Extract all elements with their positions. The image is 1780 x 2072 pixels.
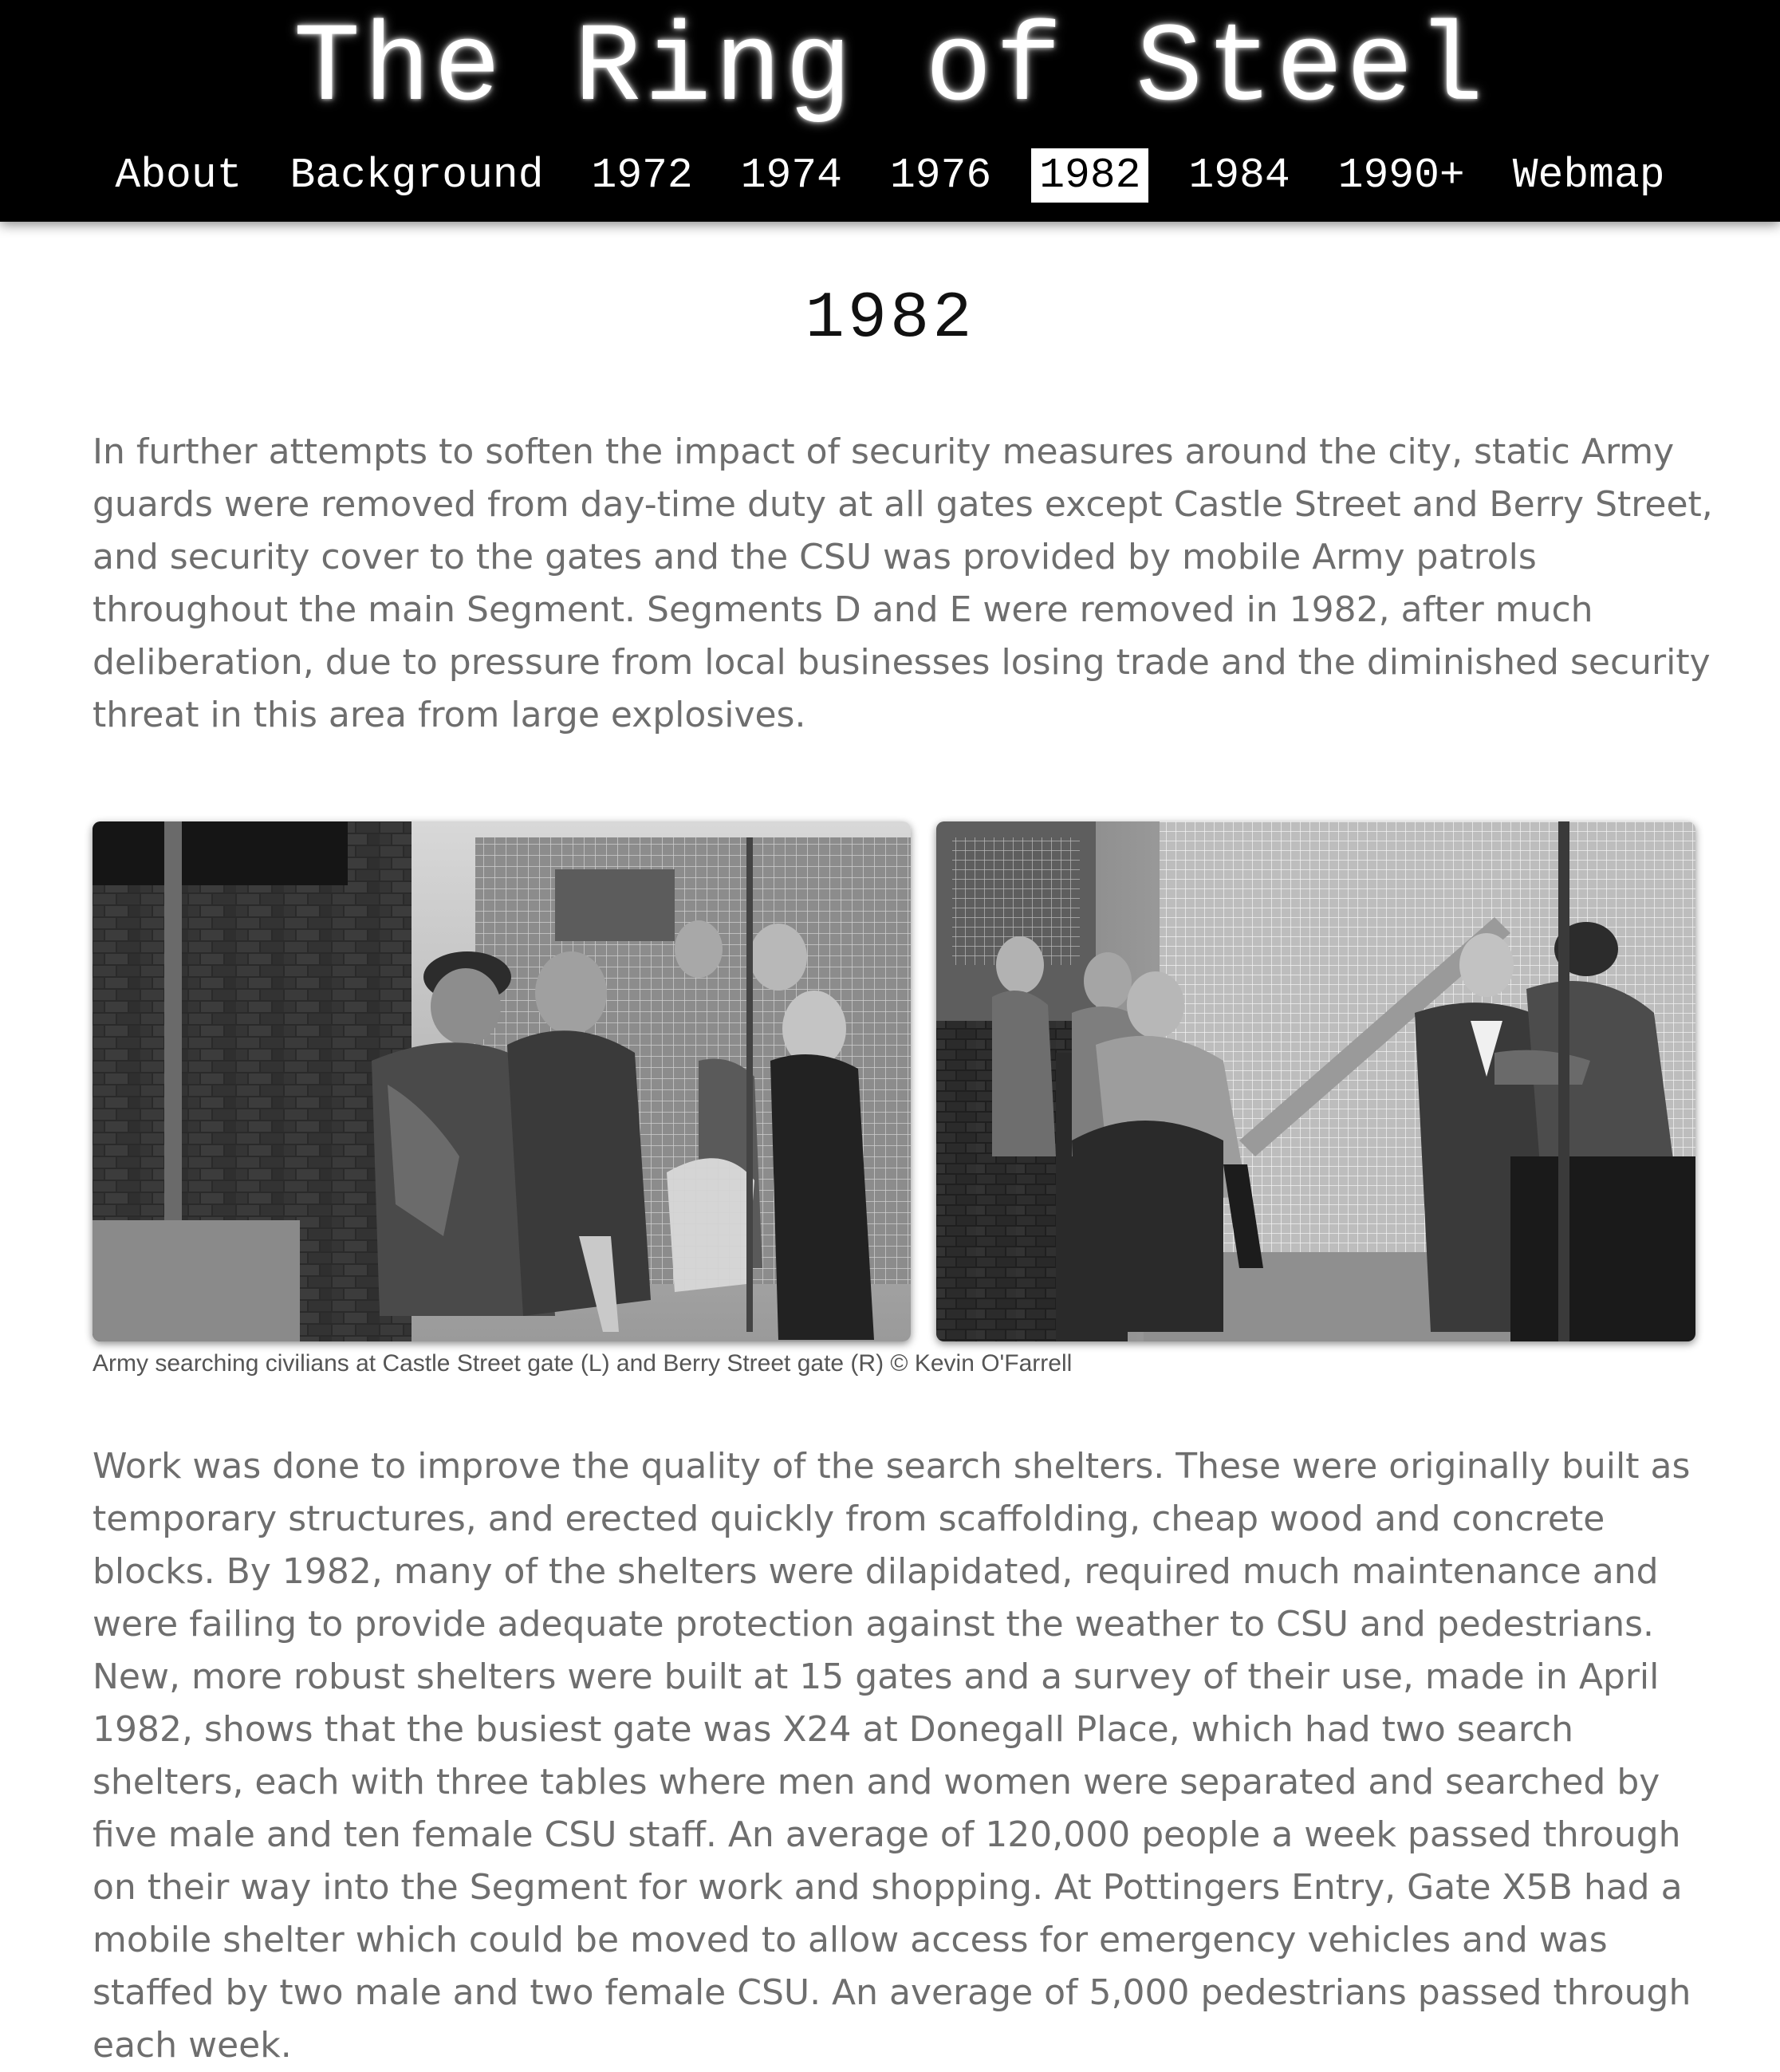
nav-1974[interactable]: 1974 — [740, 152, 842, 199]
page-heading: 1982 — [805, 282, 975, 356]
nav-about[interactable]: About — [115, 152, 242, 199]
nav-webmap[interactable]: Webmap — [1512, 152, 1665, 199]
berry-street-gate-photo — [936, 821, 1695, 1341]
castle-street-gate-image — [93, 821, 911, 1341]
nav-1984[interactable]: 1984 — [1188, 152, 1290, 199]
photo-caption: Army searching civilians at Castle Street gate (L) and Berry Street gate (R) © Kevin O'Farrell — [93, 1350, 1073, 1377]
castle-street-gate-photo — [93, 821, 911, 1341]
site-header — [0, 0, 1780, 222]
main-nav — [0, 148, 1780, 203]
nav-1982[interactable]: 1982 — [1031, 148, 1148, 203]
nav-1972[interactable]: 1972 — [591, 152, 693, 199]
nav-1976[interactable]: 1976 — [889, 152, 992, 199]
nav-background[interactable]: Background — [289, 152, 544, 199]
intro-paragraph: In further attempts to soften the impact of security measures around the city, static Army guards were removed from day-time duty at all gates except Castle Street and Berry Street, and security cover to the gates and the CSU was provided by mobile Army patrols throughout the main Segment. Segments D and E were removed in 1982, after much deliberation, due to pressure from local businesses losing trade and the diminished security threat in this area from large explosives. — [93, 431, 1713, 735]
site-title[interactable]: The Ring of Steel — [293, 6, 1487, 133]
berry-street-gate-image — [936, 821, 1695, 1341]
shelters-paragraph: Work was done to improve the quality of the search shelters. These were originally built as temporary structures, and erected quickly from scaffolding, cheap wood and concrete blocks. By 1982, many of the shelters were dilapidated, required much maintenance and were failing to provide adequate protection against the weather to CSU and pedestrians. New, more robust shelters were built at 15 gates and a survey of their use, made in April 1982, shows that the busiest gate was X24 at Donegall Place, which had two search shelters, each with three tables where men and women were separated and searched by five male and ten female CSU staff. An average of 120,000 people a week passed through on their way into the Segment for work and shopping. At Pottingers Entry, Gate X5B had a mobile shelter which could be moved to allow access for emergency vehicles and was staffed by two male and two female CSU. An average of 5,000 pedestrians passed through each week. — [93, 1446, 1691, 2066]
nav-1990-plus[interactable]: 1990+ — [1337, 152, 1465, 199]
